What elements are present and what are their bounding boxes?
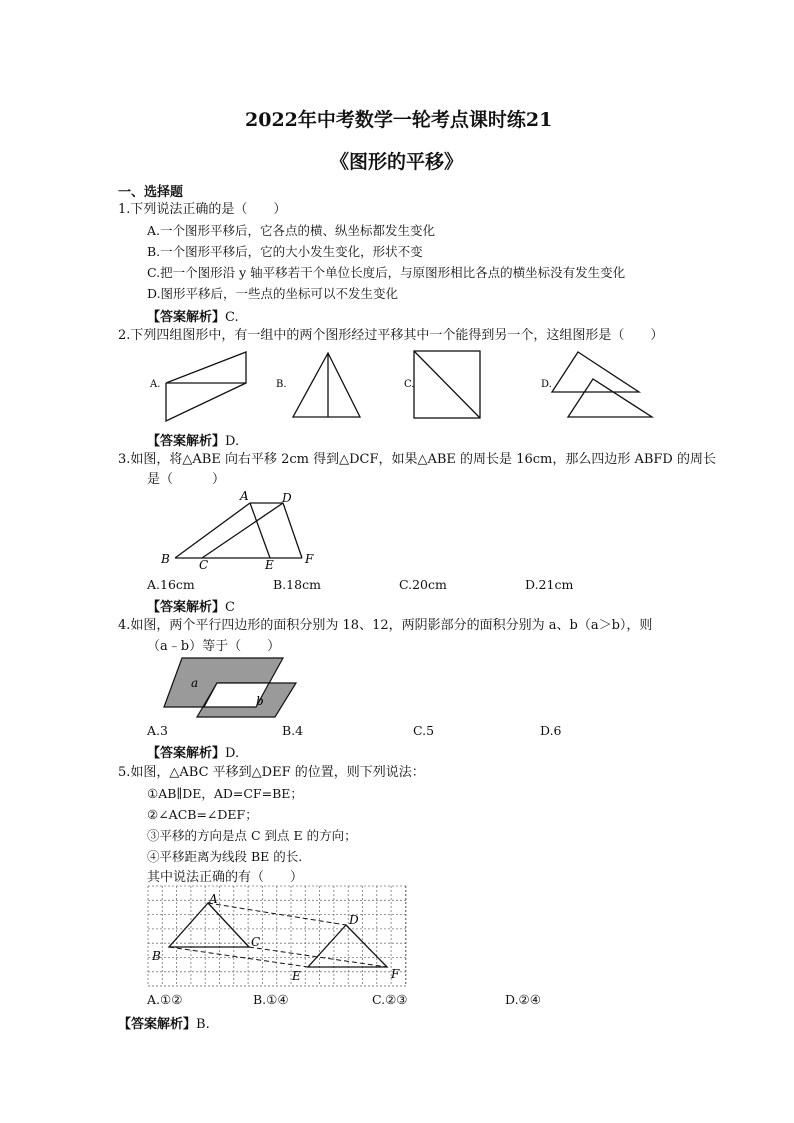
q5-question: 其中说法正确的有（ ） [147, 870, 304, 885]
q3-point-c: C [199, 558, 209, 572]
answer-value: C. [225, 310, 239, 325]
q2-label-a: A. [150, 379, 161, 390]
answer-label: 【答案解析】 [118, 1017, 197, 1032]
answer-value: B. [196, 1017, 210, 1032]
q4-option-b: B.4 [282, 723, 304, 738]
q5-statement-4: ④平移距离为线段 BE 的长. [147, 849, 303, 864]
q4-stem-line1: 4.如图，两个平行四边形的面积分别为 18、12，两阴影部分的面积分别为 a、b（a＞b），则 [118, 618, 653, 633]
q3-option-c: C.20cm [399, 577, 447, 592]
q5-option-d: D.②④ [505, 992, 541, 1007]
q5-point-b: B [152, 949, 161, 963]
q5-point-d: D [349, 913, 359, 927]
q2-stem: 2.下列四组图形中，有一组中的两个图形经过平移其中一个能得到另一个，这组图形是（ ） [118, 328, 664, 343]
q1-option-d: D.图形平移后，一些点的坐标可以不发生变化 [147, 286, 399, 301]
q1-option-a: A.一个图形平移后，它各点的横、纵坐标都发生变化 [147, 223, 436, 238]
q5-grid [148, 886, 406, 986]
q5-answer [118, 1013, 210, 1032]
q1-option-b: B.一个图形平移后，它的大小发生变化，形状不变 [147, 244, 423, 259]
q3-point-d: D [282, 491, 292, 505]
q4-label-b: b [256, 694, 264, 708]
q2-label-d: D. [541, 379, 552, 390]
q2-label-c: C. [404, 379, 415, 390]
q4-stem-line2: （a﹣b）等于（ ） [147, 639, 281, 654]
q4-option-d: D.6 [540, 723, 562, 738]
section-heading: 一、选择题 [118, 185, 184, 200]
q3-point-f: F [305, 552, 314, 566]
q3-option-d: D.21cm [525, 577, 574, 592]
q3-stem-line1: 3.如图，将△ABE 向右平移 2cm 得到△DCF，如果△ABE 的周长是 16cm，那么四边形 ABFD 的周长 [118, 452, 716, 467]
q3-point-a: A [240, 489, 249, 503]
q3-stem-line2: 是（ ） [147, 472, 226, 487]
q4-label-a: a [191, 676, 199, 690]
q5-triangle-abc [169, 903, 249, 947]
q5-point-e: E [292, 969, 301, 983]
q3-option-a: A.16cm [147, 577, 195, 592]
answer-value: C [225, 600, 235, 615]
q5-statement-1: ①AB∥DE，AD=CF=BE； [147, 786, 303, 801]
q3-point-e: E [265, 558, 274, 572]
q5-stem: 5.如图，△ABC 平移到△DEF 的位置，则下列说法： [118, 765, 425, 780]
q4-option-c: C.5 [413, 723, 435, 738]
q5-option-a: A.①② [147, 992, 183, 1007]
q3-option-b: B.18cm [273, 577, 321, 592]
q5-point-c: C [251, 935, 261, 949]
q5-option-c: C.②③ [372, 992, 408, 1007]
page-title: 2022年中考数学一轮考点课时练21 [245, 109, 553, 131]
q5-option-b: B.①④ [253, 992, 289, 1007]
q5-statement-2: ②∠ACB=∠DEF； [147, 807, 258, 822]
answer-label: 【答案解析】 [147, 434, 226, 449]
answer-label: 【答案解析】 [147, 600, 226, 615]
q5-point-f: F [391, 967, 400, 981]
answer-value: D. [225, 434, 240, 449]
answer-value: D. [225, 746, 240, 761]
q5-statement-3: ③平移的方向是点 C 到点 E 的方向； [147, 828, 357, 843]
q1-option-c: C.把一个图形沿 y 轴平移若干个单位长度后，与原图形相比各点的横坐标没有发生变化 [147, 265, 626, 280]
answer-label: 【答案解析】 [147, 746, 226, 761]
q5-point-a: A [209, 892, 218, 906]
answer-label: 【答案解析】 [147, 310, 226, 325]
q2-label-b: B. [276, 379, 287, 390]
q4-option-a: A.3 [147, 723, 168, 738]
q3-point-b: B [161, 552, 170, 566]
page-subtitle: 《图形的平移》 [330, 151, 464, 173]
q1-stem: 1.下列说法正确的是（ ） [118, 202, 287, 217]
